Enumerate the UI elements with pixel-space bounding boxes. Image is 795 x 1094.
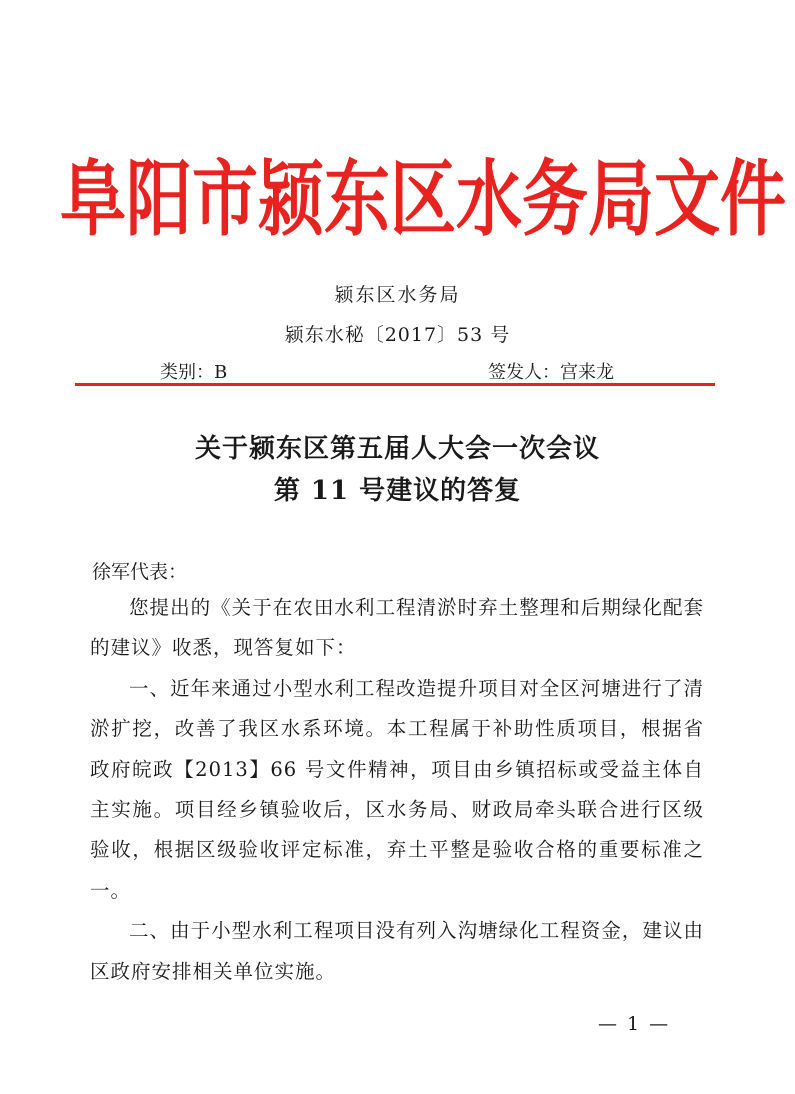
category-label: 类别：B [160,362,228,383]
red-divider-line [75,383,715,386]
issuer-name: 颍东区水务局 [334,284,461,306]
body-text [90,588,704,992]
document-number: 颍东水秘〔2017〕53 号 [284,324,511,346]
meta-row [160,358,640,382]
page-number: — 1 — [598,1013,671,1035]
salutation: 徐军代表： [92,561,188,583]
masthead-title: 阜阳市颍东区水务局文件 [60,151,786,248]
paragraph: 一、近年来通过小型水利工程改造提升项目对全区河塘进行了清淤扩挖，改善了我区水系环境。本工程属于补助性质项目，根据省政府皖政【2013】66 号文件精神，项目由乡镇招标或受益主体自主实施。项目经乡镇验收后，区水务局、财政局牵头联合进行区级验收，根据区级验收评定标准，弃土平整是验收合格的重要标准之一。 [90,676,704,902]
document-title-line-1: 关于颍东区第五届人大会一次会议 [194,434,600,464]
paragraph: 您提出的《关于在农田水利工程清淤时弃土整理和后期绿化配套的建议》收悉，现答复如下： [90,596,704,660]
paragraph: 二、由于小型水利工程项目没有列入沟塘绿化工程资金，建议由区政府安排相关单位实施。 [90,919,704,983]
signer-label: 签发人：宫来龙 [488,362,614,383]
document-title-line-2: 第 11 号建议的答复 [273,476,522,506]
